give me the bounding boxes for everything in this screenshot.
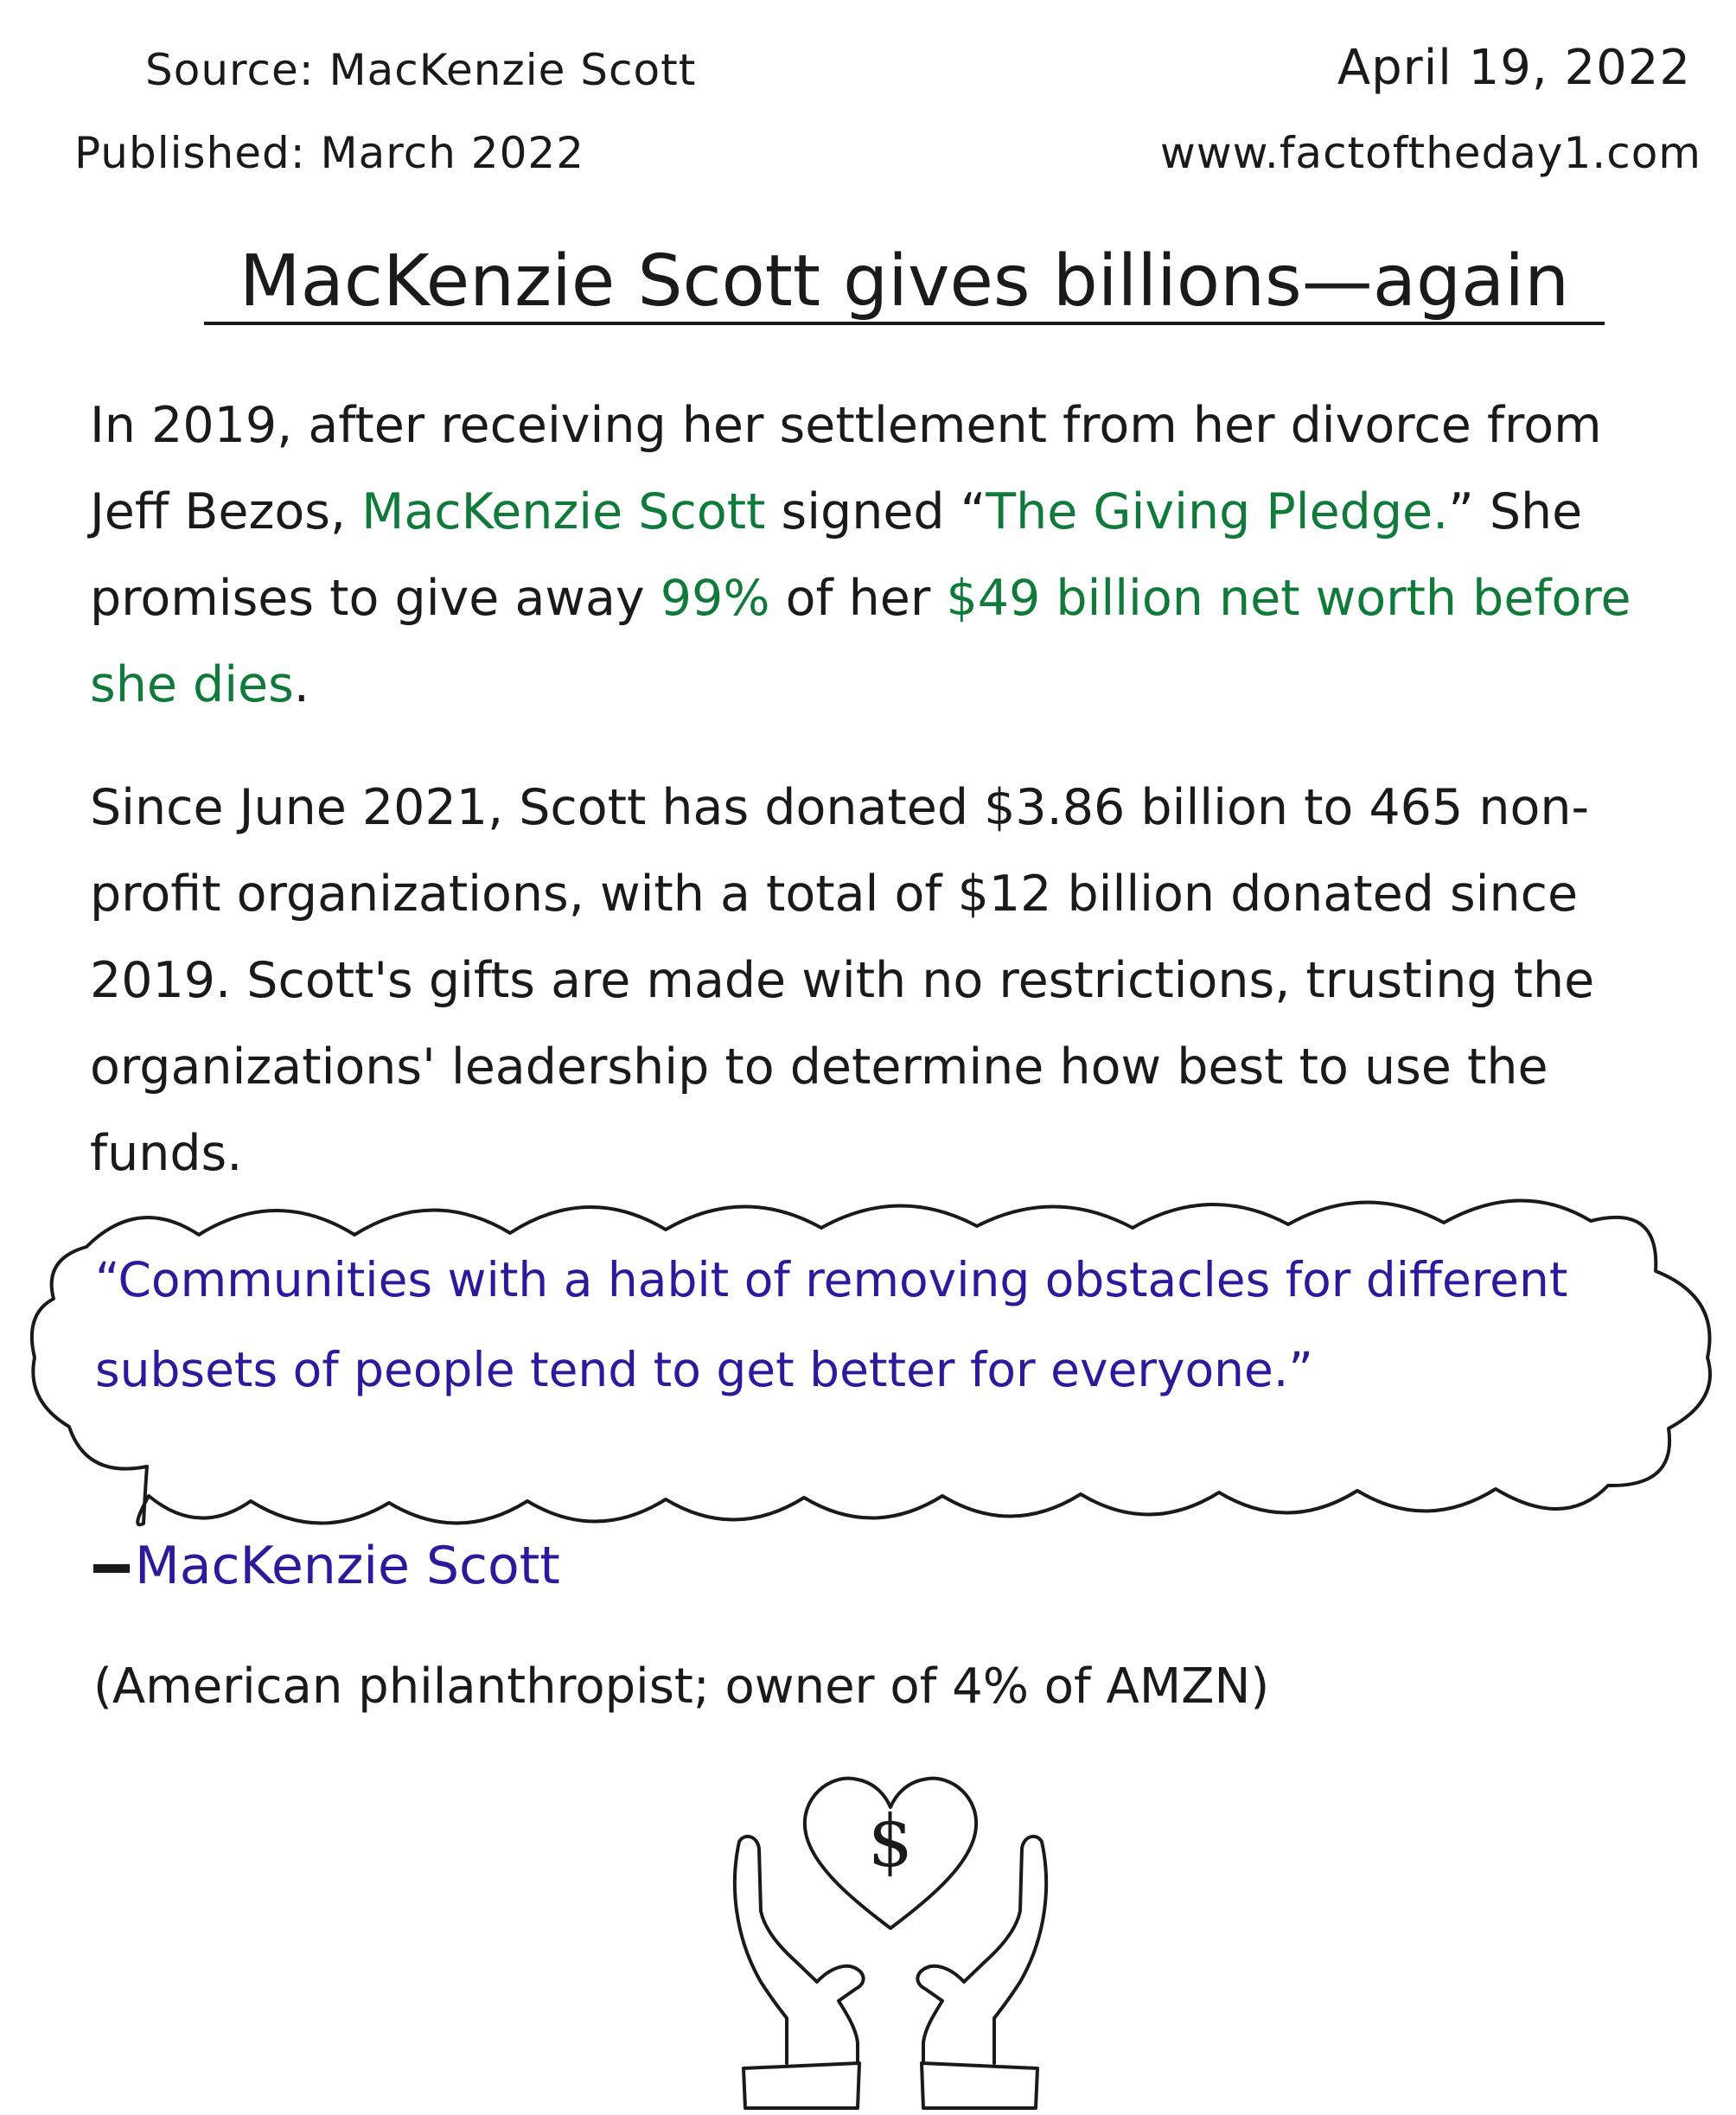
source-line: Source: MacKenzie Scott bbox=[145, 45, 697, 95]
paragraph-text: In 2019, after receiving her settlement from her divorce from Jeff Bezos, bbox=[90, 397, 1602, 540]
page-title: MacKenzie Scott gives billions—again bbox=[239, 240, 1570, 323]
website-line: www.factoftheday1.com bbox=[1159, 128, 1701, 178]
paragraph-text: signed “ bbox=[765, 483, 986, 540]
quote-attribution bbox=[93, 1536, 560, 1596]
hands-holding-heart-dollar-icon bbox=[709, 1755, 1072, 2110]
right-hand bbox=[917, 1837, 1046, 2063]
paragraph-text: ” She promises to give away bbox=[90, 483, 1583, 627]
highlight-percent: 99% bbox=[660, 570, 770, 627]
paragraph-giving-pledge bbox=[90, 382, 1681, 728]
left-hand bbox=[735, 1837, 864, 2063]
highlight-name: MacKenzie Scott bbox=[361, 483, 766, 540]
paragraph-text: . bbox=[293, 656, 310, 713]
quote-author: MacKenzie Scott bbox=[135, 1536, 560, 1596]
right-cuff bbox=[922, 2063, 1037, 2108]
attribution-dash bbox=[93, 1564, 130, 1573]
paragraph-donations: Since June 2021, Scott has donated $3.86 billion to 465 non-profit organizations, with a total of $12 billion donated since 2019. Scott's gifts are made with no restrictions, trusting the organizations' leadership to determine how best to use the funds. bbox=[90, 779, 1595, 1182]
quote-text: “Communities with a habit of removing obstacles for different subsets of people tend to get better for everyone.” bbox=[95, 1252, 1568, 1397]
author-descriptor: (American philanthropist; owner of 4% of AMZN) bbox=[93, 1658, 1270, 1715]
title-underline bbox=[204, 322, 1605, 325]
highlight-net-worth: $49 billion net worth before she dies bbox=[90, 570, 1631, 713]
date-line: April 19, 2022 bbox=[1337, 40, 1691, 96]
published-line: Published: March 2022 bbox=[74, 128, 585, 178]
paragraph-text: of her bbox=[769, 570, 947, 627]
highlight-pledge: The Giving Pledge. bbox=[986, 483, 1449, 540]
dollar-sign: $ bbox=[867, 1801, 914, 1883]
left-cuff bbox=[744, 2063, 859, 2108]
